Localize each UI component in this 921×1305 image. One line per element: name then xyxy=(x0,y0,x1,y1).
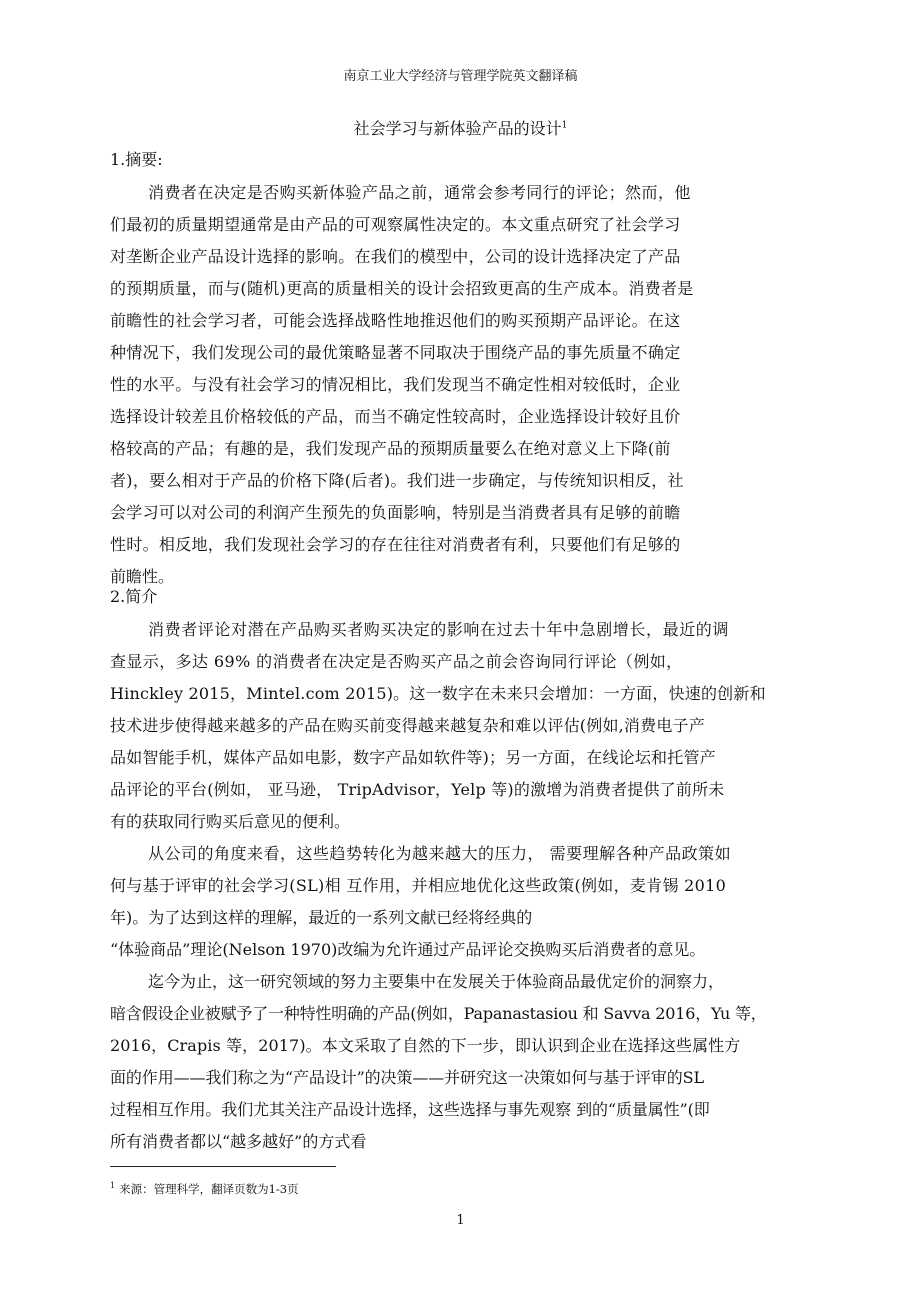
abstract-line: 种情况下，我们发现公司的最优策略显著不同取决于围绕产品的事先质量不确定 xyxy=(110,343,681,362)
abstract-paragraph xyxy=(110,177,694,593)
introduction-paragraph-3 xyxy=(110,966,767,1158)
intro-line: 面的作用——我们称之为“产品设计”的决策——并研究这一决策如何与基于评审的SL xyxy=(110,1068,705,1087)
intro-line: 查显示，多达 69% 的消费者在决定是否购买产品之前会咨询同行评论（例如， xyxy=(110,652,683,671)
footnote-marker: 1 xyxy=(110,1181,116,1190)
intro-line: 所有消费者都以“越多越好”的方式看 xyxy=(110,1132,367,1151)
abstract-heading: 1.摘要: xyxy=(110,150,163,169)
intro-line: 2016，Crapis 等，2017)。本文采取了自然的下一步，即认识到企业在选择这些属性方 xyxy=(110,1036,741,1055)
abstract-line: 的预期质量，而与(随机)更高的质量相关的设计会招致更高的生产成本。消费者是 xyxy=(110,279,694,298)
intro-line: 品如智能手机，媒体产品如电影，数字产品如软件等)；另一方面，在线论坛和托管产 xyxy=(110,748,716,767)
intro-line: “体验商品”理论(Nelson 1970)改编为允许通过产品评论交换购买后消费者的意见。 xyxy=(110,940,706,959)
abstract-line: 前瞻性。 xyxy=(110,567,175,586)
document-title-text: 社会学习与新体验产品的设计 xyxy=(353,119,562,138)
footnote xyxy=(110,1178,299,1197)
document-title xyxy=(0,118,921,140)
abstract-line: 格较高的产品；有趣的是，我们发现产品的预期质量要么在绝对意义上下降(前 xyxy=(110,439,671,458)
intro-line: 有的获取同行购买后意见的便利。 xyxy=(110,812,351,831)
abstract-line: 会学习可以对公司的利润产生预先的负面影响，特别是当消费者具有足够的前瞻 xyxy=(110,503,681,522)
intro-line: 暗含假设企业被赋予了一种特性明确的产品(例如，Papanastasiou 和 Savva 2016，Yu 等， xyxy=(110,1004,767,1023)
introduction-paragraph-1 xyxy=(110,614,766,838)
abstract-line: 消费者在决定是否购买新体验产品之前，通常会参考同行的评论；然而，他 xyxy=(148,183,691,202)
intro-line: Hinckley 2015，Mintel.com 2015)。这一数字在未来只会增加：一方面，快速的创新和 xyxy=(110,684,766,703)
intro-line: 品评论的平台(例如， 亚马逊， TripAdvisor，Yelp 等)的激增为消费者提供了前所未 xyxy=(110,780,725,799)
intro-line: 过程相互作用。我们尤其关注产品设计选择，这些选择与事先观察 到的“质量属性”(即 xyxy=(110,1100,710,1119)
introduction-paragraph-2 xyxy=(110,838,731,966)
intro-line: 消费者评论对潜在产品购买者购买决定的影响在过去十年中急剧增长，最近的调 xyxy=(148,620,730,639)
intro-line: 技术进步使得越来越多的产品在购买前变得越来越复杂和难以评估(例如,消费电子产 xyxy=(110,716,705,735)
footnote-text: 来源：管理科学，翻译页数为1-3页 xyxy=(119,1181,299,1196)
page-number: 1 xyxy=(456,1213,465,1228)
abstract-line: 选择设计较差且价格较低的产品，而当不确定性较高时，企业选择设计较好且价 xyxy=(110,407,681,426)
abstract-line: 前瞻性的社会学习者，可能会选择战略性地推迟他们的购买预期产品评论。在这 xyxy=(110,311,681,330)
introduction-heading: 2.简介 xyxy=(110,587,158,606)
abstract-line: 者)，要么相对于产品的价格下降(后者)。我们进一步确定，与传统知识相反，社 xyxy=(110,471,684,490)
intro-line: 从公司的角度来看，这些趋势转化为越来越大的压力， 需要理解各种产品政策如 xyxy=(148,844,732,863)
footnote-separator xyxy=(110,1166,336,1167)
intro-line: 何与基于评审的社会学习(SL)相 互作用，并相应地优化这些政策(例如，麦肯锡 2010 xyxy=(110,876,727,895)
abstract-line: 性时。相反地，我们发现社会学习的存在往往对消费者有利，只要他们有足够的 xyxy=(110,535,681,554)
abstract-line: 对垄断企业产品设计选择的影响。在我们的模型中，公司的设计选择决定了产品 xyxy=(110,247,681,266)
running-header: 南京工业大学经济与管理学院英文翻译稿 xyxy=(343,69,578,84)
intro-line: 迄今为止，这一研究领域的努力主要集中在发展关于体验商品最优定价的洞察力， xyxy=(148,972,725,991)
intro-line: 年)。为了达到这样的理解，最近的一系列文献已经将经典的 xyxy=(110,908,533,927)
abstract-line: 性的水平。与没有社会学习的情况相比，我们发现当不确定性相对较低时，企业 xyxy=(110,375,681,394)
abstract-line: 们最初的质量期望通常是由产品的可观察属性决定的。本文重点研究了社会学习 xyxy=(110,215,681,234)
title-footnote-marker: 1 xyxy=(561,120,568,131)
